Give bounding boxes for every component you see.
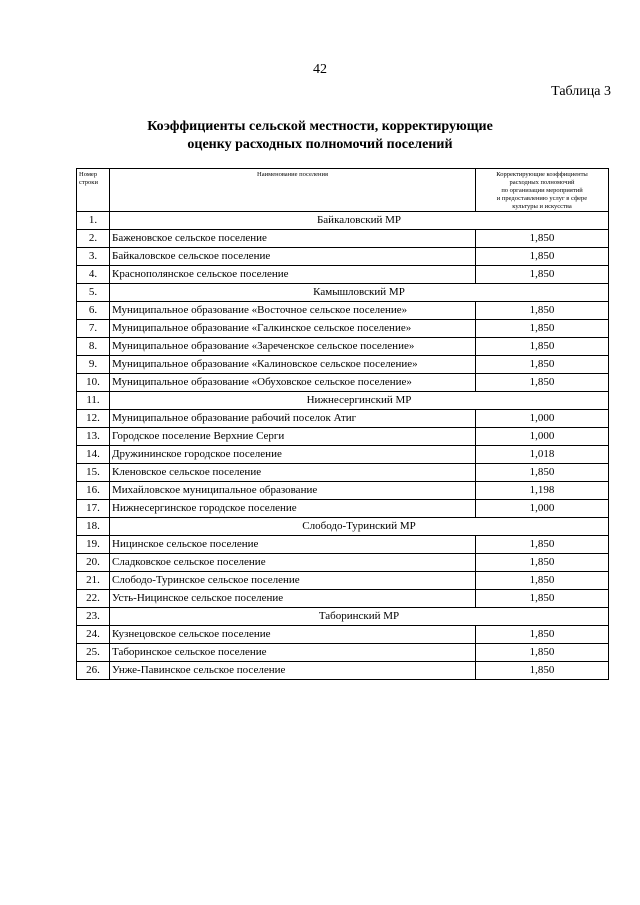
coefficient-value: 1,850 (476, 464, 609, 482)
coefficient-value: 1,850 (476, 626, 609, 644)
district-name: Байкаловский МР (110, 212, 609, 230)
settlement-name: Муниципальное образование «Зареченское сельское поселение» (110, 338, 476, 356)
table-group-row (77, 608, 609, 626)
settlement-name: Таборинское сельское поселение (110, 644, 476, 662)
district-name: Слободо-Туринский МР (110, 518, 609, 536)
settlement-name: Ницинское сельское поселение (110, 536, 476, 554)
coefficient-value: 1,000 (476, 428, 609, 446)
row-number: 15. (77, 464, 110, 482)
settlement-name: Михайловское муниципальное образование (110, 482, 476, 500)
coefficient-value: 1,850 (476, 374, 609, 392)
settlement-name: Муниципальное образование «Калиновское сельское поселение» (110, 356, 476, 374)
table-row (77, 626, 609, 644)
row-number: 23. (77, 608, 110, 626)
header-settlement-name: Наименование поселения (110, 169, 476, 212)
row-number: 11. (77, 392, 110, 410)
settlement-name: Муниципальное образование «Обуховское сельское поселение» (110, 374, 476, 392)
row-number: 3. (77, 248, 110, 266)
table-row (77, 302, 609, 320)
coefficient-value: 1,850 (476, 320, 609, 338)
table-row (77, 662, 609, 680)
row-number: 22. (77, 590, 110, 608)
settlement-name: Кузнецовское сельское поселение (110, 626, 476, 644)
row-number: 13. (77, 428, 110, 446)
table-body (77, 212, 609, 680)
settlement-name: Кленовское сельское поселение (110, 464, 476, 482)
settlement-name: Баженовское сельское поселение (110, 230, 476, 248)
table-row (77, 410, 609, 428)
settlement-name: Слободо-Туринское сельское поселение (110, 572, 476, 590)
settlement-name: Городское поселение Верхние Серги (110, 428, 476, 446)
table-label: Таблица 3 (551, 84, 611, 99)
row-number: 26. (77, 662, 110, 680)
coefficient-value: 1,850 (476, 536, 609, 554)
settlement-name: Муниципальное образование «Восточное сельское поселение» (110, 302, 476, 320)
table-row (77, 572, 609, 590)
table-row (77, 374, 609, 392)
header-coefficient (476, 169, 609, 212)
settlement-name: Муниципальное образование «Галкинское сельское поселение» (110, 320, 476, 338)
coefficient-value: 1,850 (476, 554, 609, 572)
settlement-name: Байкаловское сельское поселение (110, 248, 476, 266)
table-row (77, 482, 609, 500)
header-row (77, 169, 609, 212)
table-row (77, 248, 609, 266)
settlement-name: Унже-Павинское сельское поселение (110, 662, 476, 680)
settlement-name: Краснополянское сельское поселение (110, 266, 476, 284)
row-number: 6. (77, 302, 110, 320)
title-line-2: оценку расходных полномочий поселений (187, 137, 453, 152)
coefficient-value: 1,850 (476, 356, 609, 374)
header-coef-line: расходных полномочий (509, 179, 575, 186)
page-number: 42 (313, 62, 327, 77)
table-row (77, 446, 609, 464)
coefficient-value: 1,000 (476, 410, 609, 428)
district-name: Камышловский МР (110, 284, 609, 302)
coefficient-value: 1,850 (476, 338, 609, 356)
settlement-name: Сладковское сельское поселение (110, 554, 476, 572)
coefficient-value: 1,850 (476, 248, 609, 266)
header-num-line: строки (79, 179, 98, 186)
row-number: 12. (77, 410, 110, 428)
table-row (77, 500, 609, 518)
header-row-number (77, 169, 110, 212)
table-row (77, 356, 609, 374)
district-name: Таборинский МР (110, 608, 609, 626)
table-row (77, 464, 609, 482)
row-number: 4. (77, 266, 110, 284)
table-group-row (77, 392, 609, 410)
table-row (77, 230, 609, 248)
header-coef-line: Корректирующие коэффициенты (496, 171, 588, 178)
row-number: 9. (77, 356, 110, 374)
coefficient-value: 1,850 (476, 302, 609, 320)
coefficient-value: 1,850 (476, 662, 609, 680)
row-number: 10. (77, 374, 110, 392)
coefficient-value: 1,850 (476, 644, 609, 662)
table-row (77, 644, 609, 662)
coefficient-value: 1,018 (476, 446, 609, 464)
row-number: 16. (77, 482, 110, 500)
row-number: 21. (77, 572, 110, 590)
district-name: Нижнесергинский МР (110, 392, 609, 410)
table-row (77, 554, 609, 572)
table-row (77, 428, 609, 446)
header-coef-line: по организации мероприятий (501, 187, 583, 194)
coefficient-value: 1,850 (476, 590, 609, 608)
row-number: 8. (77, 338, 110, 356)
coefficient-value: 1,850 (476, 572, 609, 590)
row-number: 25. (77, 644, 110, 662)
row-number: 17. (77, 500, 110, 518)
header-coef-line: и предоставлению услуг в сфере (496, 195, 588, 202)
table-group-row (77, 284, 609, 302)
table-row (77, 590, 609, 608)
settlement-name: Муниципальное образование рабочий поселок Атиг (110, 410, 476, 428)
row-number: 14. (77, 446, 110, 464)
coefficient-value: 1,850 (476, 230, 609, 248)
row-number: 5. (77, 284, 110, 302)
settlement-name: Усть-Ницинское сельское поселение (110, 590, 476, 608)
table-title (0, 118, 640, 154)
table-row (77, 266, 609, 284)
row-number: 20. (77, 554, 110, 572)
coefficient-value: 1,198 (476, 482, 609, 500)
title-line-1: Коэффициенты сельской местности, корректирующие (147, 119, 493, 134)
coefficient-value: 1,000 (476, 500, 609, 518)
row-number: 2. (77, 230, 110, 248)
header-num-line: Номер (79, 171, 98, 178)
table-row (77, 536, 609, 554)
settlement-name: Дружининское городское поселение (110, 446, 476, 464)
row-number: 24. (77, 626, 110, 644)
coefficient-value: 1,850 (476, 266, 609, 284)
row-number: 7. (77, 320, 110, 338)
table-row (77, 320, 609, 338)
header-coef-line: культуры и искусства (512, 203, 572, 210)
row-number: 1. (77, 212, 110, 230)
coefficients-table (76, 168, 609, 680)
settlement-name: Нижнесергинское городское поселение (110, 500, 476, 518)
table-group-row (77, 212, 609, 230)
table-group-row (77, 518, 609, 536)
row-number: 19. (77, 536, 110, 554)
table-row (77, 338, 609, 356)
row-number: 18. (77, 518, 110, 536)
